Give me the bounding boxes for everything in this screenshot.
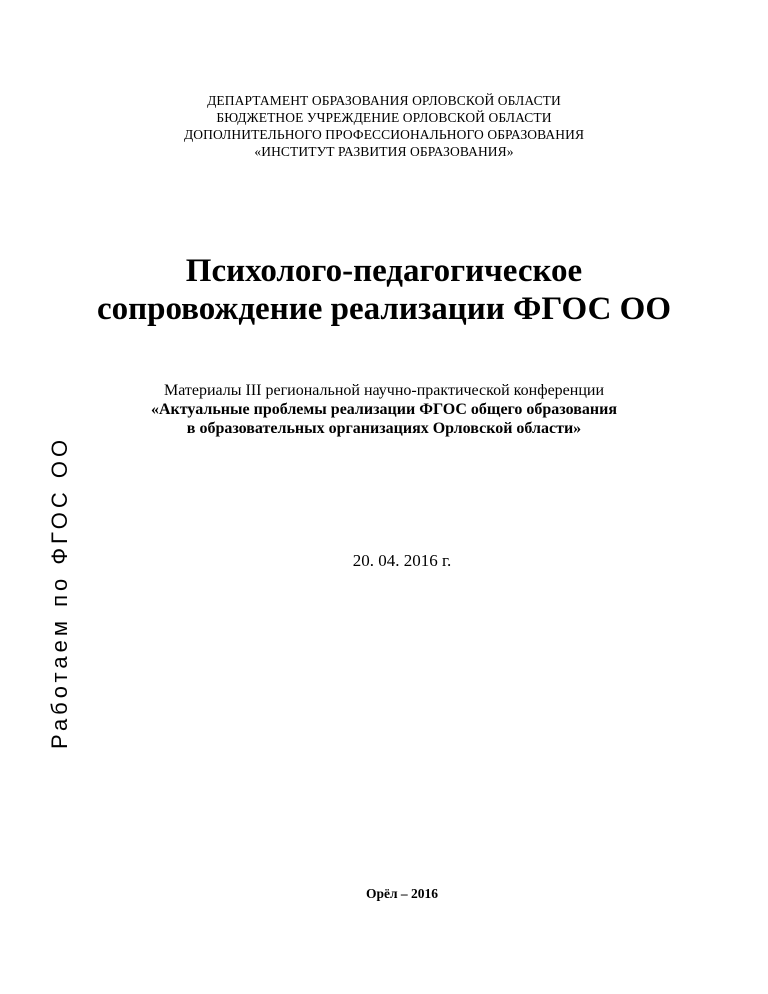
title-line-2: сопровождение реализации ФГОС ОО (96, 291, 672, 327)
header-line-institution-type: БЮДЖЕТНОЕ УЧРЕЖДЕНИЕ ОРЛОВСКОЙ ОБЛАСТИ (216, 110, 552, 125)
header-line-institute-name: «ИНСТИТУТ РАЗВИТИЯ ОБРАЗОВАНИЯ» (254, 144, 514, 159)
title-line-1: Психолого-педагогическое (185, 253, 583, 289)
conference-date: 20. 04. 2016 г. (352, 551, 452, 570)
conference-materials (0, 381, 768, 438)
materials-intro: Материалы III региональной научно-практической конференции (163, 382, 605, 399)
city-year: Орёл – 2016 (365, 886, 439, 901)
side-vertical-label: Работаем по ФГОС ОО (47, 435, 72, 749)
header-line-education-type: ДОПОЛНИТЕЛЬНОГО ПРОФЕССИОНАЛЬНОГО ОБРАЗОВАНИЯ (183, 127, 585, 142)
document-title (0, 252, 768, 328)
conference-title-line-2: в образовательных организациях Орловской области» (186, 420, 582, 437)
header-line-department: ДЕПАРТАМЕНТ ОБРАЗОВАНИЯ ОРЛОВСКОЙ ОБЛАСТИ (207, 93, 561, 108)
conference-title-line-1: «Актуальные проблемы реализации ФГОС общего образования (151, 401, 617, 418)
organization-header (0, 92, 768, 160)
